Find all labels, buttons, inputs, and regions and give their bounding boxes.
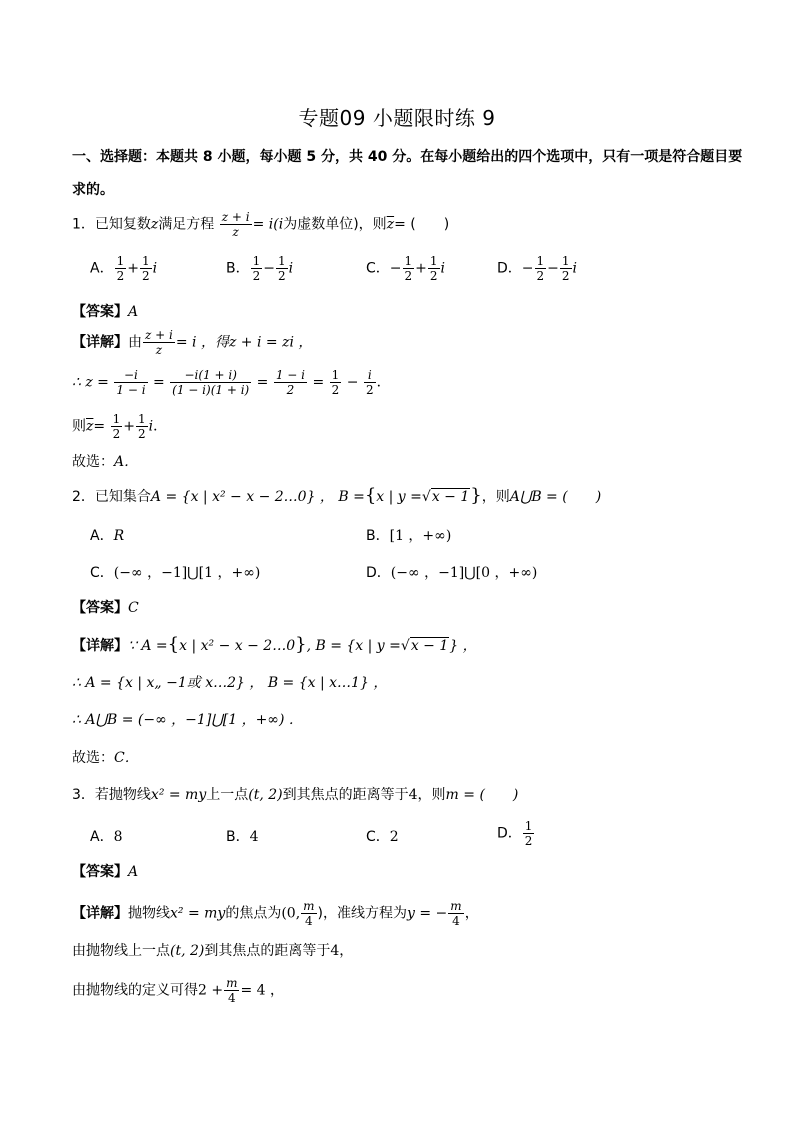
q1-detail-line1: 【详解】由 $\frac{z + i}{z}$ = i ，得z + i = zi ， bbox=[72, 328, 313, 357]
q1-answer: 【答案】A bbox=[72, 304, 139, 320]
q2-stem: 2．已知集合A = {x | x² − x − 2…0} ， B ={x | y =√x − 1}，则A⋃B = ( ) bbox=[72, 485, 602, 506]
q1-detail-line3: 则$\overline{z}=$ $\frac{1}{2}$ + $\frac{1}{2}$ i． bbox=[72, 412, 168, 441]
q2-option-a[interactable]: A．R bbox=[90, 528, 125, 544]
q3-option-d[interactable]: D． $\frac{1}{2}$ bbox=[497, 819, 533, 848]
q2-option-d[interactable]: D．(−∞ ，−1]⋃[0 ，+∞) bbox=[366, 565, 538, 581]
q1-option-a[interactable]: A． $\frac{1}{2}$ + $\frac{1}{2}$ i bbox=[90, 254, 158, 283]
q2-detail-line3: ∴ A⋃B = (−∞ ，−1]⋃[1 ，+∞) ． bbox=[72, 712, 303, 728]
q2-option-c[interactable]: C．(−∞ ，−1]⋃[1 ，+∞) bbox=[90, 565, 261, 581]
q1-conclusion: 故选：A． bbox=[72, 454, 139, 470]
q2-answer: 【答案】C bbox=[72, 600, 139, 616]
q1-detail-line2: ∴ z = $\frac{-i}{1 - i}$ = $\frac{-i(1 + i)}{(1 - i)(1 + i)}$ = $\frac{1 - i}{2}$ = $\frac{1}{2}$ − $\frac{i}{2}$ ． bbox=[72, 368, 391, 397]
q3-detail-line1: 【详解】抛物线x² = my的焦点为(0, $\frac{m}{4}$ )，准线方程为y = − $\frac{m}{4}$ ， bbox=[72, 899, 479, 928]
q1-stem: 1．已知复数z满足方程 $\frac{z + i}{z}$ = i(i为虚数单位)，则$\overline{z}=$ ( ) bbox=[72, 210, 450, 239]
page-title: 专题09 小题限时练 9 bbox=[298, 106, 496, 130]
q1-fraction: $\frac{z + i}{z}$ bbox=[221, 210, 250, 239]
q3-detail-line2: 由抛物线上一点(t, 2)到其焦点的距离等于4， bbox=[72, 943, 354, 959]
q2-conclusion: 故选：C． bbox=[72, 750, 139, 766]
section-heading-line1: 一、选择题：本题共 8 小题，每小题 5 分，共 40 分。在每小题给出的四个选项中，只有一项是符合题目要 bbox=[72, 149, 743, 165]
q3-stem: 3．若抛物线x² = my上一点(t, 2)到其焦点的距离等于4，则m = ( ) bbox=[72, 787, 519, 803]
q3-option-b[interactable]: B．4 bbox=[226, 829, 259, 845]
q1-option-d[interactable]: D．− $\frac{1}{2}$ − $\frac{1}{2}$ i bbox=[497, 254, 578, 283]
q2-detail-line2: ∴ A = {x | x„ −1或 x…2} ， B = {x | x…1} ， bbox=[72, 675, 388, 691]
q1-option-b[interactable]: B． $\frac{1}{2}$ − $\frac{1}{2}$ i bbox=[226, 254, 294, 283]
q1-option-c[interactable]: C．− $\frac{1}{2}$ + $\frac{1}{2}$ i bbox=[366, 254, 446, 283]
q2-detail-line1: 【详解】∵ A ={x | x² − x − 2…0}, B = {x | y =√x − 1} ， bbox=[72, 634, 477, 655]
q3-answer: 【答案】A bbox=[72, 864, 139, 880]
q3-detail-line3: 由抛物线的定义可得2 + $\frac{m}{4}$ = 4 ， bbox=[72, 976, 285, 1005]
section-heading-line2: 求的。 bbox=[72, 182, 114, 198]
q2-option-b[interactable]: B．[1 ，+∞) bbox=[366, 528, 452, 544]
q3-option-c[interactable]: C．2 bbox=[366, 829, 399, 845]
q3-option-a[interactable]: A．8 bbox=[90, 829, 123, 845]
